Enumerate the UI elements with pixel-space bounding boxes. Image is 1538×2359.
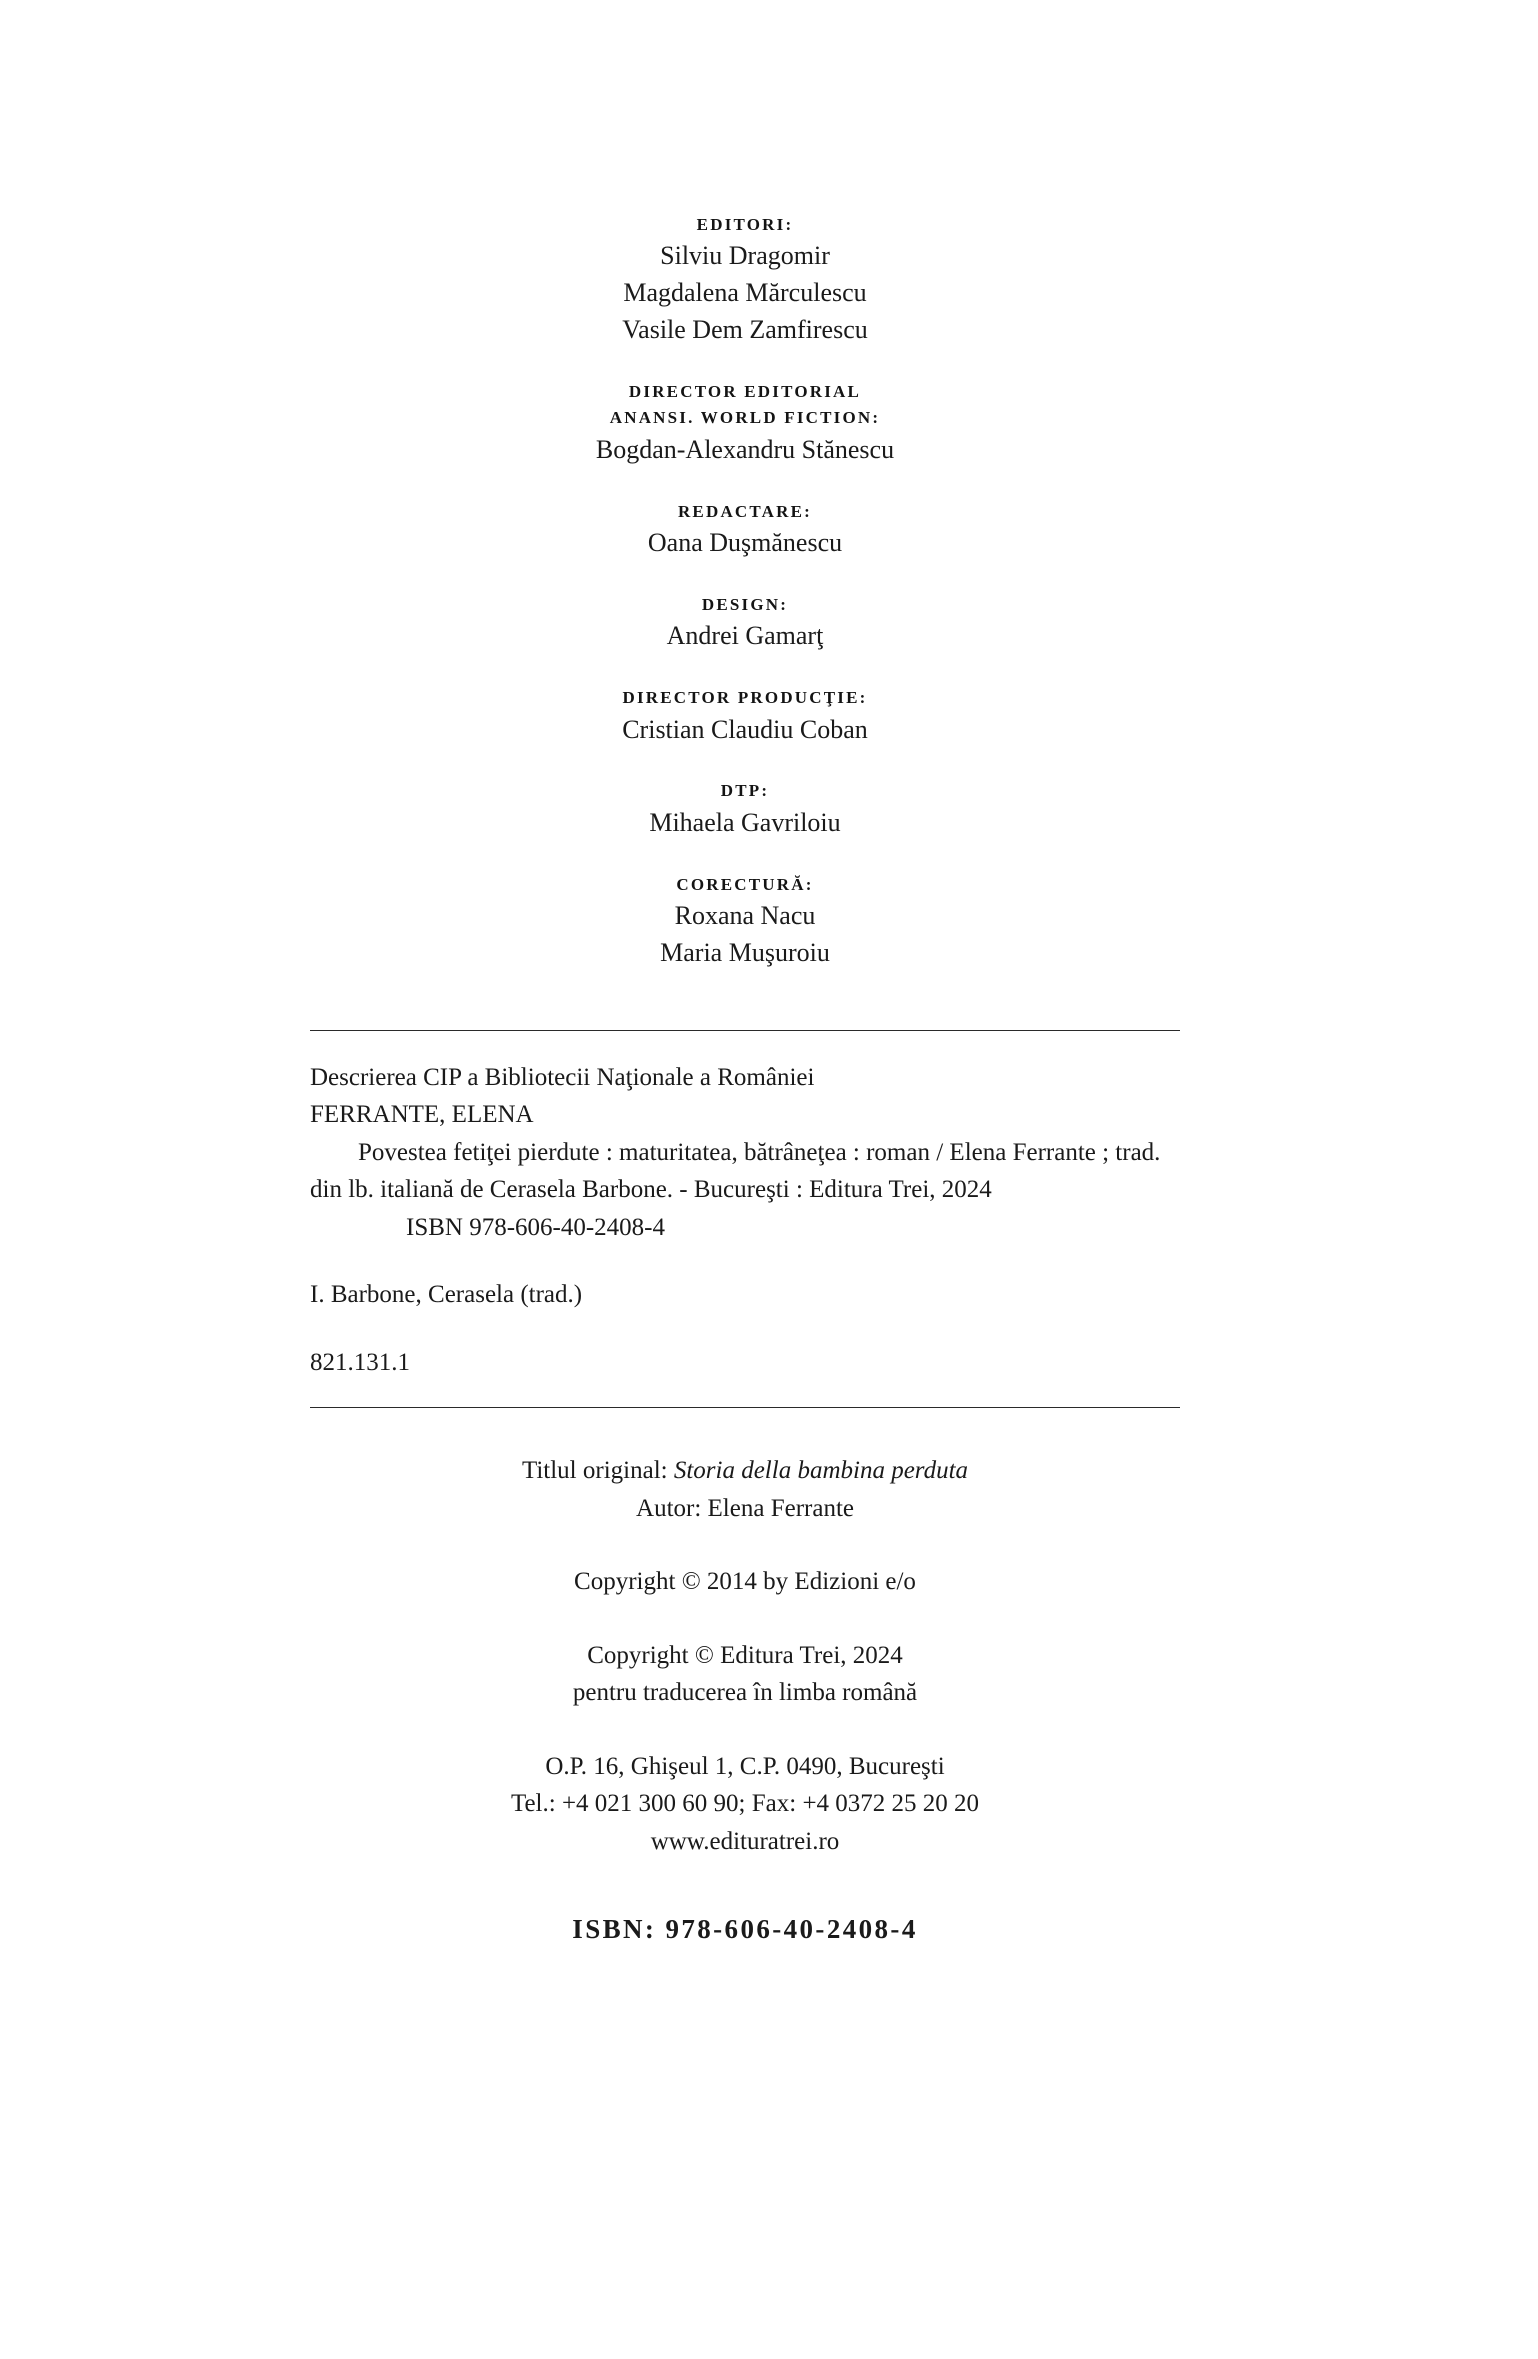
credit-group-redactare — [310, 499, 1180, 562]
original-title-block — [310, 1452, 1180, 1527]
cip-line-description: Descrierea CIP a Bibliotecii Naţionale a României — [310, 1063, 815, 1091]
credit-group-director-editorial — [310, 379, 1180, 469]
cip-line-author: FERRANTE, ELENA — [310, 1101, 534, 1129]
publisher-website[interactable]: www.edituratrei.ro — [650, 1827, 840, 1855]
credits-block — [310, 212, 1180, 972]
credit-name: Silviu Dragomir — [660, 241, 830, 271]
copyright-block — [310, 1452, 1180, 1860]
credit-role-label: DIRECTOR EDITORIAL — [628, 382, 862, 402]
original-title-label: Titlul original: — [521, 1457, 668, 1485]
cip-line-translator: I. Barbone, Cerasela (trad.) — [310, 1281, 583, 1309]
cip-line-title: Povestea fetiţei pierdute : maturitatea, bătrâneţea : roman / Elena Ferrante ; trad. din lb. italiană de Cerasela Barbone. - Bucureşti : Editura Trei, 2024 — [310, 1138, 1161, 1204]
page-content — [310, 212, 1180, 1945]
copyright-line-publisher: Copyright © Editura Trei, 2024 — [587, 1641, 903, 1669]
credit-name: Maria Muşuroiu — [660, 937, 830, 967]
publisher-address: O.P. 16, Ghişeul 1, C.P. 0490, Bucureşti — [545, 1752, 945, 1780]
cip-line-isbn: ISBN 978-606-40-2408-4 — [406, 1213, 666, 1241]
credit-role-label-second: ANANSI. WORLD FICTION: — [609, 408, 881, 428]
credit-name: Vasile Dem Zamfirescu — [622, 315, 868, 345]
original-author-line: Autor: Elena Ferrante — [636, 1494, 854, 1522]
credit-group-design — [310, 592, 1180, 655]
divider-top — [310, 1030, 1180, 1031]
copyright-line-original: Copyright © 2014 by Edizioni e/o — [574, 1568, 916, 1596]
original-title-value: Storia della bambina perduta — [673, 1457, 969, 1485]
credit-role-label: DESIGN: — [701, 594, 789, 614]
copyright-line-translation: pentru traducerea în limba română — [572, 1679, 918, 1707]
publisher-phone: Tel.: +4 021 300 60 90; Fax: +4 0372 25 20 20 — [510, 1790, 980, 1818]
credit-group-director-productie — [310, 685, 1180, 748]
credit-name: Oana Duşmănescu — [647, 528, 843, 557]
publisher-contact-block — [310, 1748, 1180, 1861]
credit-role-label: DIRECTOR PRODUCŢIE: — [622, 688, 868, 708]
credit-name: Mihaela Gavriloiu — [649, 807, 841, 837]
credit-group-dtp — [310, 778, 1180, 841]
credit-role-label: REDACTARE: — [677, 501, 813, 521]
credit-role-label: EDITORI: — [696, 215, 794, 234]
credit-name: Bogdan-Alexandru Stănescu — [595, 434, 895, 464]
cip-block — [310, 1059, 1180, 1382]
credit-name: Cristian Claudiu Coban — [622, 714, 868, 744]
credit-group-corectura — [310, 872, 1180, 972]
credit-name: Andrei Gamarţ — [666, 621, 824, 651]
divider-bottom — [310, 1407, 1180, 1408]
credit-role-label: CORECTURĂ: — [676, 874, 814, 894]
copyright-original-block — [310, 1563, 1180, 1601]
isbn-final: ISBN: 978-606-40-2408-4 — [572, 1914, 918, 1945]
original-title-line — [310, 1452, 1180, 1490]
credit-name: Roxana Nacu — [674, 901, 816, 930]
credit-name: Magdalena Mărculescu — [623, 278, 867, 308]
copyright-translation-block — [310, 1637, 1180, 1712]
cip-line-classification: 821.131.1 — [310, 1348, 410, 1376]
credit-group-editori — [310, 212, 1180, 349]
credit-role-label: DTP: — [720, 781, 770, 801]
